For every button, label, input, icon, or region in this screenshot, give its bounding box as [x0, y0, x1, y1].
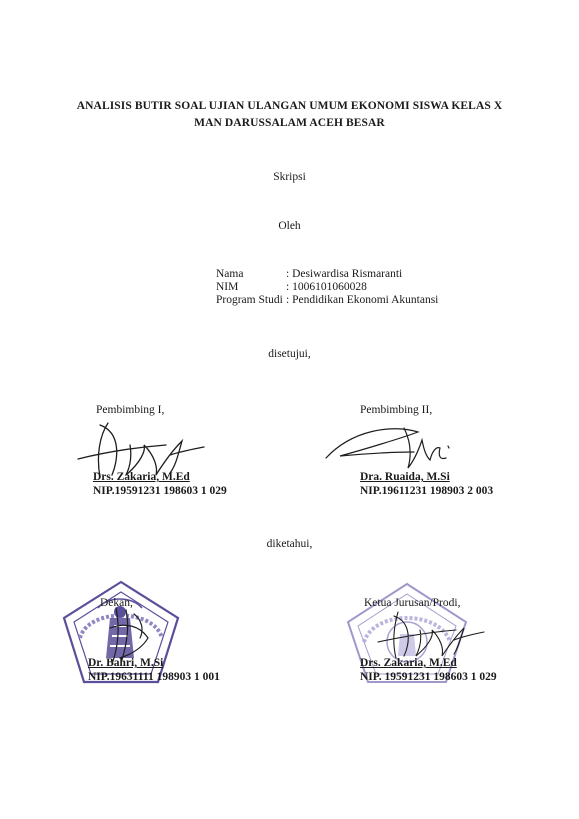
identity-value-name: : Desiwardisa Rismaranti: [286, 268, 403, 280]
identity-value-program: : Pendidikan Ekonomi Akuntansi: [286, 294, 439, 306]
supervisor1-role: Pembimbing I,: [96, 404, 165, 416]
supervisor1-nip: NIP.19591231 198603 1 029: [93, 485, 227, 497]
department-head-name: Drs. Zakaria, M.Ed: [360, 657, 457, 669]
thesis-title-line2: MAN DARUSSALAM ACEH BESAR: [194, 117, 385, 129]
supervisor2-role: Pembimbing II,: [360, 404, 433, 416]
supervisor2-name: Dra. Ruaida, M.Si: [360, 471, 450, 483]
thesis-title-line1: ANALISIS BUTIR SOAL UJIAN ULANGAN UMUM EKONOMI SISWA KELAS X: [76, 100, 503, 112]
identity-label-name: Nama: [216, 268, 244, 280]
by-label: Oleh: [278, 220, 301, 232]
department-head-role: Ketua Jurusan/Prodi,: [364, 597, 461, 609]
identity-label-nim: NIM: [216, 281, 239, 293]
supervisor1-name: Drs. Zakaria, M.Ed: [93, 471, 190, 483]
document-type: Skripsi: [273, 171, 306, 183]
department-head-signature: [376, 606, 486, 662]
department-head-nip: NIP. 19591231 198603 1 029: [360, 671, 497, 683]
supervisor2-nip: NIP.19611231 198903 2 003: [360, 485, 494, 497]
supervisor2-signature: [322, 418, 462, 478]
identity-value-nim: : 1006101060028: [286, 281, 367, 293]
approved-label: disetujui,: [268, 348, 311, 360]
acknowledged-label: diketahui,: [266, 538, 313, 550]
identity-label-program: Program Studi: [216, 294, 283, 306]
dean-name: Dr. Bahri, M.Si: [88, 657, 164, 669]
dean-role: Dekan,: [100, 597, 133, 609]
dean-nip: NIP.19631111 198903 1 001: [88, 671, 220, 683]
